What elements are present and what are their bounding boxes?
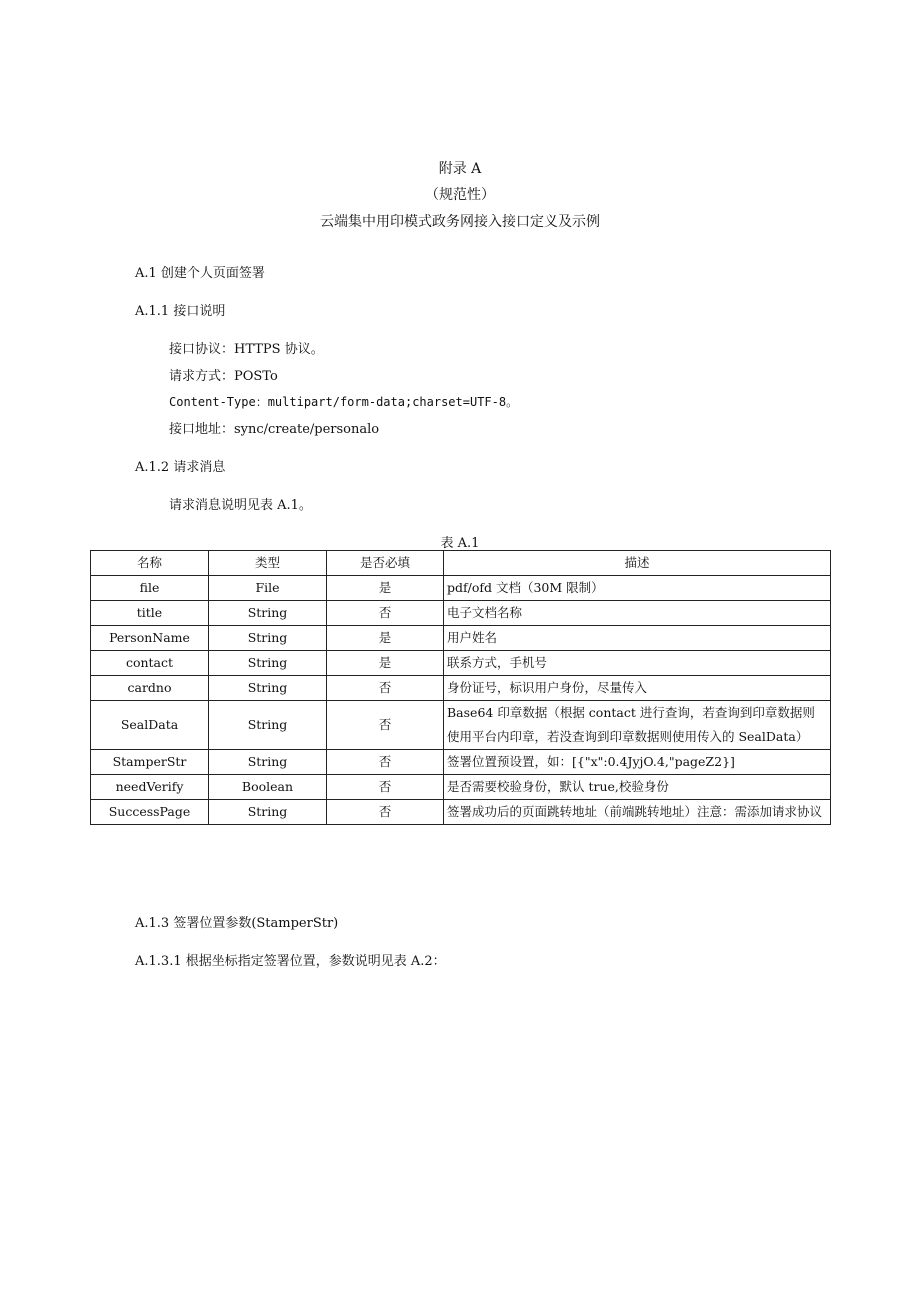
param-required: 否	[327, 775, 444, 800]
section-a12: A.1.2 请求消息	[135, 460, 226, 475]
table-row	[91, 800, 831, 825]
param-type: String	[209, 601, 327, 626]
param-description: 电子文档名称	[444, 601, 831, 626]
param-description: 用户姓名	[444, 626, 831, 651]
param-required: 否	[327, 676, 444, 701]
table-row	[91, 651, 831, 676]
param-type: File	[209, 576, 327, 601]
header-name: 名称	[91, 551, 209, 576]
param-description: Base64 印章数据（根据 contact 进行查询，若查询到印章数据则使用平台内印章，若没查询到印章数据则使用传入的 SealData）	[444, 701, 831, 750]
interface-protocol: 接口协议：HTTPS 协议。	[169, 342, 324, 357]
param-description: 签署成功后的页面跳转地址（前端跳转地址）注意：需添加请求协议	[444, 800, 831, 825]
param-name: SuccessPage	[91, 800, 209, 825]
param-name: StamperStr	[91, 750, 209, 775]
param-description: 签署位置预设置，如：[{"x":0.4JyjO.4,"pageZ2}]	[444, 750, 831, 775]
param-description: 是否需要校验身份，默认 true,校验身份	[444, 775, 831, 800]
param-required: 否	[327, 601, 444, 626]
interface-content-type: Content-Type：multipart/form-data;charset=UTF-8。	[169, 395, 519, 409]
param-name: PersonName	[91, 626, 209, 651]
interface-method: 请求方式：POSTo	[169, 369, 278, 384]
section-a1: A.1 创建个人页面签署	[135, 266, 265, 281]
interface-address: 接口地址：sync/create/personalo	[169, 422, 380, 437]
param-type: String	[209, 651, 327, 676]
param-type: String	[209, 676, 327, 701]
table-header-row	[91, 551, 831, 576]
param-description: 身份证号，标识用户身份，尽量传入	[444, 676, 831, 701]
param-required: 否	[327, 800, 444, 825]
param-name: title	[91, 601, 209, 626]
appendix-label: 附录 A	[438, 161, 482, 177]
table-caption: 表 A.1	[440, 536, 480, 551]
param-name: needVerify	[91, 775, 209, 800]
param-description: pdf/ofd 文档（30M 限制）	[444, 576, 831, 601]
table-row	[91, 601, 831, 626]
table-row	[91, 626, 831, 651]
param-type: String	[209, 701, 327, 750]
param-name: file	[91, 576, 209, 601]
param-name: cardno	[91, 676, 209, 701]
section-a11: A.1.1 接口说明	[135, 304, 226, 319]
param-description: 联系方式，手机号	[444, 651, 831, 676]
table-row	[91, 775, 831, 800]
appendix-title: 云端集中用印模式政务网接入接口定义及示例	[320, 214, 600, 230]
param-required: 是	[327, 576, 444, 601]
section-a13: A.1.3 签署位置参数(StamperStr)	[135, 916, 339, 931]
table-row	[91, 701, 831, 750]
param-required: 是	[327, 651, 444, 676]
request-parameter-table	[90, 550, 831, 825]
param-required: 是	[327, 626, 444, 651]
request-note: 请求消息说明见表 A.1。	[169, 498, 312, 513]
table-row	[91, 750, 831, 775]
param-type: String	[209, 800, 327, 825]
header-type: 类型	[209, 551, 327, 576]
param-type: String	[209, 626, 327, 651]
param-name: contact	[91, 651, 209, 676]
param-type: String	[209, 750, 327, 775]
table-row	[91, 576, 831, 601]
appendix-nature: （规范性）	[425, 187, 495, 203]
param-name: SealData	[91, 701, 209, 750]
header-description: 描述	[444, 551, 831, 576]
header-required: 是否必填	[327, 551, 444, 576]
section-a131: A.1.3.1 根据坐标指定签署位置，参数说明见表 A.2：	[135, 954, 446, 969]
param-type: Boolean	[209, 775, 327, 800]
param-required: 否	[327, 701, 444, 750]
table-row	[91, 676, 831, 701]
param-required: 否	[327, 750, 444, 775]
